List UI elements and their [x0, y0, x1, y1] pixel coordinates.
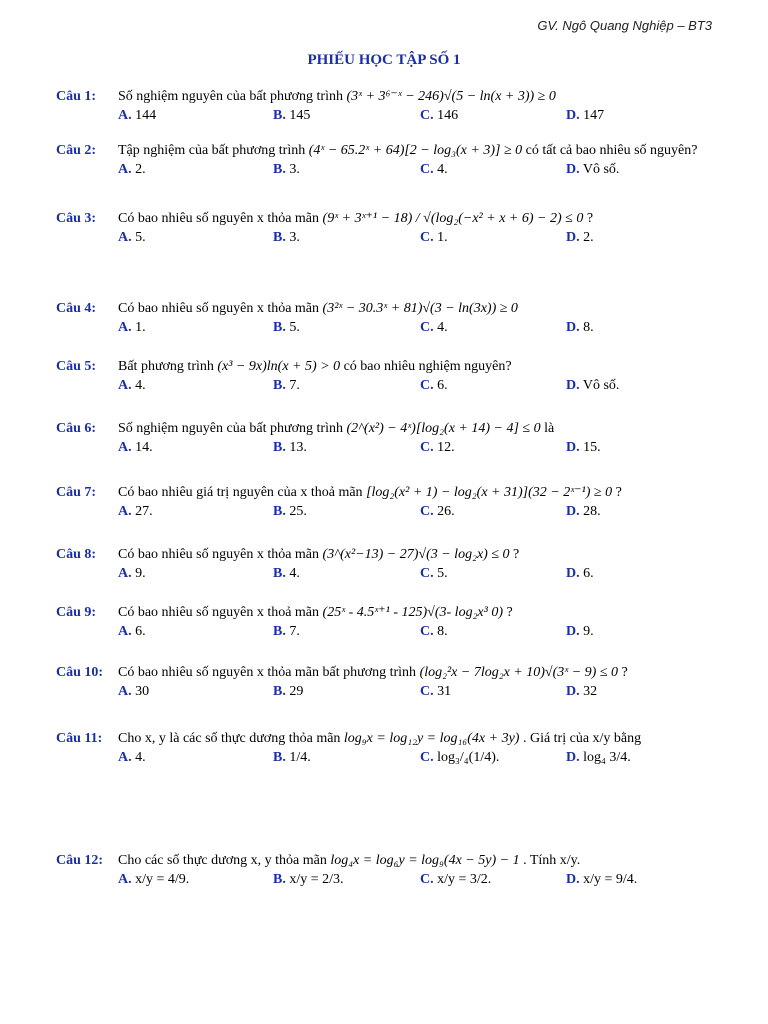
answer-option-d[interactable]: [566, 107, 604, 124]
question-text: [118, 210, 726, 227]
question-1: [56, 88, 726, 125]
answer-value: 146: [437, 108, 459, 123]
answer-letter: B.: [273, 624, 286, 639]
answer-option-d[interactable]: [566, 319, 594, 336]
answer-option-c[interactable]: [420, 229, 448, 246]
answer-value: 4.: [437, 320, 448, 335]
answer-value: 31: [437, 684, 452, 699]
answer-letter: A.: [118, 624, 132, 639]
answer-value: 6.: [583, 566, 594, 581]
question-label: Câu 1:: [56, 89, 97, 104]
answer-option-a[interactable]: [118, 377, 146, 394]
answer-value: 26.: [437, 504, 455, 519]
question-text: [118, 604, 726, 621]
answer-options: [118, 319, 726, 337]
answer-value: 3.: [289, 162, 300, 177]
answer-option-a[interactable]: [118, 565, 146, 582]
answer-value: 5.: [437, 566, 448, 581]
question-formula: log₉x = log₁₂y = log₁₆(4x + 3y): [343, 731, 520, 746]
question-suffix: . Tính x/y.: [523, 853, 581, 868]
answer-letter: A.: [118, 440, 132, 455]
question-suffix: ?: [513, 547, 520, 562]
answer-option-b[interactable]: [273, 439, 307, 456]
answer-letter: A.: [118, 320, 132, 335]
answer-options: [118, 377, 726, 395]
answer-option-c[interactable]: [420, 565, 448, 582]
answer-value: x/y = 9/4.: [583, 872, 638, 887]
question-text: [118, 420, 726, 437]
page-title: PHIẾU HỌC TẬP SỐ 1: [307, 52, 461, 68]
answer-letter: C.: [420, 504, 434, 519]
answer-letter: B.: [273, 108, 286, 123]
answer-value: 1.: [437, 230, 448, 245]
answer-option-c[interactable]: [420, 503, 455, 520]
question-formula: (25ˣ - 4.5ˣ⁺¹ - 125)√(3- log₂x³ 0): [322, 605, 504, 620]
question-text: [118, 730, 726, 747]
question-suffix: ?: [506, 605, 513, 620]
answer-letter: A.: [118, 378, 132, 393]
answer-letter: C.: [420, 624, 434, 639]
question-8: [56, 546, 726, 583]
answer-option-c[interactable]: [420, 319, 448, 336]
question-label: Câu 5:: [56, 359, 97, 374]
answer-value: 8.: [583, 320, 594, 335]
question-text: [118, 300, 726, 317]
answer-options: [118, 623, 726, 641]
answer-option-b[interactable]: [273, 871, 344, 888]
answer-value: 30: [135, 684, 150, 699]
question-prompt: Có bao nhiêu số nguyên x thỏa mãn bất phương trình: [118, 665, 417, 680]
answer-value: 29: [289, 684, 304, 699]
answer-letter: A.: [118, 750, 132, 765]
answer-options: [118, 229, 726, 247]
answer-value: 5.: [135, 230, 146, 245]
answer-value: 25.: [289, 504, 307, 519]
answer-option-c[interactable]: [420, 683, 451, 700]
answer-option-c[interactable]: [420, 871, 491, 888]
answer-option-d[interactable]: [566, 871, 637, 888]
answer-option-a[interactable]: [118, 503, 153, 520]
question-label: Câu 12:: [56, 853, 104, 868]
answer-value: 13.: [289, 440, 307, 455]
answer-value: x/y = 2/3.: [289, 872, 344, 887]
answer-value: 145: [289, 108, 311, 123]
question-row: [56, 420, 726, 437]
answer-letter: D.: [566, 440, 580, 455]
answer-letter: B.: [273, 504, 286, 519]
question-11: [56, 730, 726, 767]
answer-option-d[interactable]: [566, 565, 594, 582]
question-5: [56, 358, 726, 395]
answer-letter: C.: [420, 230, 434, 245]
answer-value: 147: [583, 108, 605, 123]
answer-option-d[interactable]: [566, 377, 619, 394]
question-label: Câu 8:: [56, 547, 97, 562]
answer-letter: D.: [566, 108, 580, 123]
answer-options: [118, 871, 726, 889]
question-label: Câu 11:: [56, 731, 103, 746]
answer-letter: B.: [273, 566, 286, 581]
question-label: Câu 10:: [56, 665, 104, 680]
answer-option-c[interactable]: [420, 161, 448, 178]
answer-letter: A.: [118, 684, 132, 699]
answer-letter: A.: [118, 566, 132, 581]
answer-value: 2.: [135, 162, 146, 177]
answer-option-b[interactable]: [273, 229, 300, 246]
question-prompt: Có bao nhiêu số nguyên x thoả mãn: [118, 605, 320, 620]
answer-value: 32: [583, 684, 598, 699]
answer-letter: B.: [273, 750, 286, 765]
answer-value: 3.: [289, 230, 300, 245]
question-text: [118, 546, 726, 563]
answer-value: 5.: [289, 320, 300, 335]
question-row: [56, 664, 726, 681]
answer-option-b[interactable]: [273, 503, 307, 520]
question-prompt: Có bao nhiêu số nguyên x thỏa mãn: [118, 211, 320, 226]
question-2: [56, 142, 726, 179]
answer-letter: B.: [273, 230, 286, 245]
answer-value: x/y = 3/2.: [437, 872, 492, 887]
question-row: [56, 358, 726, 375]
answer-option-d[interactable]: [566, 161, 619, 178]
answer-option-b[interactable]: [273, 683, 303, 700]
answer-value: 7.: [289, 624, 300, 639]
answer-letter: A.: [118, 230, 132, 245]
question-row: [56, 142, 726, 159]
question-suffix: ?: [586, 211, 594, 226]
question-suffix: có bao nhiêu nghiệm nguyên?: [343, 359, 512, 374]
answer-option-a[interactable]: [118, 161, 146, 178]
question-text: [118, 852, 726, 869]
question-prompt: Có bao nhiêu giá trị nguyên của x thoả mãn: [118, 485, 363, 500]
answer-letter: A.: [118, 872, 132, 887]
question-6: [56, 420, 726, 457]
question-row: [56, 852, 726, 869]
question-3: [56, 210, 726, 247]
question-prompt: Số nghiệm nguyên của bất phương trình: [118, 421, 343, 436]
answer-option-b[interactable]: [273, 623, 300, 640]
question-label: Câu 4:: [56, 301, 97, 316]
answer-option-b[interactable]: [273, 161, 300, 178]
answer-value: 15.: [583, 440, 601, 455]
question-formula: (3^(x²−13) − 27)√(3 − log₂x) ≤ 0: [322, 547, 510, 562]
question-prompt: Số nghiệm nguyên của bất phương trình: [118, 89, 343, 104]
answer-value: Vô số.: [582, 378, 620, 393]
answer-letter: C.: [420, 750, 434, 765]
question-row: [56, 546, 726, 563]
answer-value: 9.: [135, 566, 146, 581]
question-formula: (3ˣ + 3⁶⁻ˣ − 246)√(5 − ln(x + 3)) ≥ 0: [346, 89, 556, 104]
answer-value: 6.: [437, 378, 448, 393]
answer-letter: B.: [273, 320, 286, 335]
answer-options: [118, 161, 726, 179]
answer-option-d[interactable]: [566, 623, 594, 640]
answer-option-b[interactable]: [273, 377, 300, 394]
question-text: [118, 88, 726, 105]
answer-option-a[interactable]: [118, 623, 146, 640]
question-label: Câu 9:: [56, 605, 97, 620]
answer-options: [118, 107, 726, 125]
answer-option-a[interactable]: [118, 871, 189, 888]
answer-letter: D.: [566, 230, 580, 245]
answer-value: 7.: [289, 378, 300, 393]
answer-letter: D.: [566, 162, 580, 177]
answer-letter: D.: [566, 750, 580, 765]
question-label: Câu 6:: [56, 421, 97, 436]
question-formula: (4ˣ − 65.2ˣ + 64)[2 − log₃(x + 3)] ≥ 0: [308, 143, 523, 158]
answer-value: 9.: [583, 624, 594, 639]
question-row: [56, 484, 726, 501]
answer-letter: D.: [566, 320, 580, 335]
answer-letter: B.: [273, 872, 286, 887]
answer-option-c[interactable]: [420, 439, 455, 456]
question-prompt: Tập nghiệm của bất phương trình: [118, 143, 306, 158]
answer-option-d[interactable]: [566, 683, 597, 700]
answer-letter: D.: [566, 624, 580, 639]
question-text: [118, 484, 726, 501]
question-formula: (x³ − 9x)ln(x + 5) > 0: [217, 359, 341, 374]
answer-option-a[interactable]: [118, 319, 146, 336]
question-7: [56, 484, 726, 521]
answer-value: 4.: [135, 750, 146, 765]
answer-value: 28.: [583, 504, 601, 519]
answer-options: [118, 439, 726, 457]
answer-option-b[interactable]: [273, 319, 300, 336]
question-row: [56, 88, 726, 105]
question-suffix: ?: [615, 485, 622, 500]
answer-letter: C.: [420, 320, 434, 335]
question-formula: (3²ˣ − 30.3ˣ + 81)√(3 − ln(3x)) ≥ 0: [322, 301, 518, 316]
question-prompt: Có bao nhiêu số nguyên x thỏa mãn: [118, 547, 320, 562]
answer-option-b[interactable]: [273, 565, 300, 582]
answer-letter: C.: [420, 684, 434, 699]
answer-letter: C.: [420, 872, 434, 887]
answer-letter: C.: [420, 566, 434, 581]
answer-letter: A.: [118, 162, 132, 177]
answer-value: 4.: [135, 378, 146, 393]
question-text: [118, 142, 726, 159]
answer-value: 4.: [289, 566, 300, 581]
answer-option-d[interactable]: [566, 503, 601, 520]
answer-letter: C.: [420, 440, 434, 455]
answer-value: 1/4.: [289, 750, 311, 765]
answer-letter: D.: [566, 872, 580, 887]
answer-letter: D.: [566, 378, 580, 393]
answer-letter: C.: [420, 108, 434, 123]
answer-option-c[interactable]: [420, 107, 458, 124]
answer-letter: B.: [273, 162, 286, 177]
question-row: [56, 604, 726, 621]
question-row: [56, 210, 726, 227]
answer-option-a[interactable]: [118, 749, 146, 766]
question-row: [56, 300, 726, 317]
question-suffix: ?: [621, 665, 628, 680]
answer-option-c[interactable]: [420, 377, 448, 394]
answer-option-c[interactable]: [420, 623, 448, 640]
answer-value: 27.: [135, 504, 153, 519]
answer-value: 1.: [135, 320, 146, 335]
question-prompt: Bất phương trình: [118, 359, 214, 374]
question-9: [56, 604, 726, 641]
answer-option-d[interactable]: [566, 229, 594, 246]
answer-option-c[interactable]: [420, 749, 499, 766]
answer-value: 12.: [437, 440, 455, 455]
question-label: Câu 7:: [56, 485, 97, 500]
answer-value: 144: [135, 108, 157, 123]
question-suffix: là: [544, 421, 555, 436]
answer-value: 14.: [135, 440, 153, 455]
answer-letter: A.: [118, 504, 132, 519]
question-formula: [log₂(x² + 1) − log₂(x + 31)](32 − 2ˣ⁻¹) ≥ 0: [366, 485, 613, 500]
answer-option-a[interactable]: [118, 439, 153, 456]
question-12: [56, 852, 726, 889]
answer-options: [118, 503, 726, 521]
answer-letter: C.: [420, 378, 434, 393]
question-label: Câu 3:: [56, 211, 97, 226]
question-prompt: Cho x, y là các số thực dương thỏa mãn: [118, 731, 341, 746]
question-prompt: Cho các số thực dương x, y thỏa mãn: [118, 853, 327, 868]
question-10: [56, 664, 726, 701]
question-suffix: có tất cả bao nhiêu số nguyên?: [525, 143, 698, 158]
answer-letter: B.: [273, 684, 286, 699]
answer-option-a[interactable]: [118, 683, 149, 700]
question-formula: (log₂²x − 7log₂x + 10)√(3ˣ − 9) ≤ 0: [419, 665, 619, 680]
answer-options: [118, 749, 726, 767]
question-row: [56, 730, 726, 747]
answer-letter: D.: [566, 504, 580, 519]
answer-value: Vô số.: [582, 162, 620, 177]
question-text: [118, 664, 726, 681]
question-formula: (9ˣ + 3ˣ⁺¹ − 18) / √(log₂(−x² + x + 6) − 2) ≤ 0: [322, 211, 584, 226]
answer-option-b[interactable]: [273, 107, 310, 124]
answer-letter: A.: [118, 108, 132, 123]
answer-value: log₄ 3/4.: [583, 750, 631, 765]
answer-value: 4.: [437, 162, 448, 177]
answer-value: 6.: [135, 624, 146, 639]
page-header: GV. Ngô Quang Nghiệp – BT3: [537, 18, 712, 33]
answer-option-a[interactable]: [118, 107, 156, 124]
question-text: [118, 358, 726, 375]
answer-option-b[interactable]: [273, 749, 311, 766]
answer-value: 2.: [583, 230, 594, 245]
question-suffix: . Giá trị của x/y bằng: [522, 731, 642, 746]
question-prompt: Có bao nhiêu số nguyên x thỏa mãn: [118, 301, 320, 316]
answer-options: [118, 565, 726, 583]
answer-letter: D.: [566, 566, 580, 581]
answer-letter: D.: [566, 684, 580, 699]
question-label: Câu 2:: [56, 143, 97, 158]
answer-option-a[interactable]: [118, 229, 146, 246]
question-formula: log₄x = log₆y = log₉(4x − 5y) − 1: [330, 853, 520, 868]
answer-value: x/y = 4/9.: [135, 872, 190, 887]
question-formula: (2^(x²) − 4ˣ)[log₂(x + 14) − 4] ≤ 0: [346, 421, 541, 436]
question-4: [56, 300, 726, 337]
answer-options: [118, 683, 726, 701]
answer-letter: B.: [273, 378, 286, 393]
answer-letter: C.: [420, 162, 434, 177]
answer-letter: B.: [273, 440, 286, 455]
answer-value: 8.: [437, 624, 448, 639]
answer-option-d[interactable]: [566, 749, 631, 766]
answer-value: log₃/₄(1/4).: [437, 750, 500, 765]
answer-option-d[interactable]: [566, 439, 601, 456]
